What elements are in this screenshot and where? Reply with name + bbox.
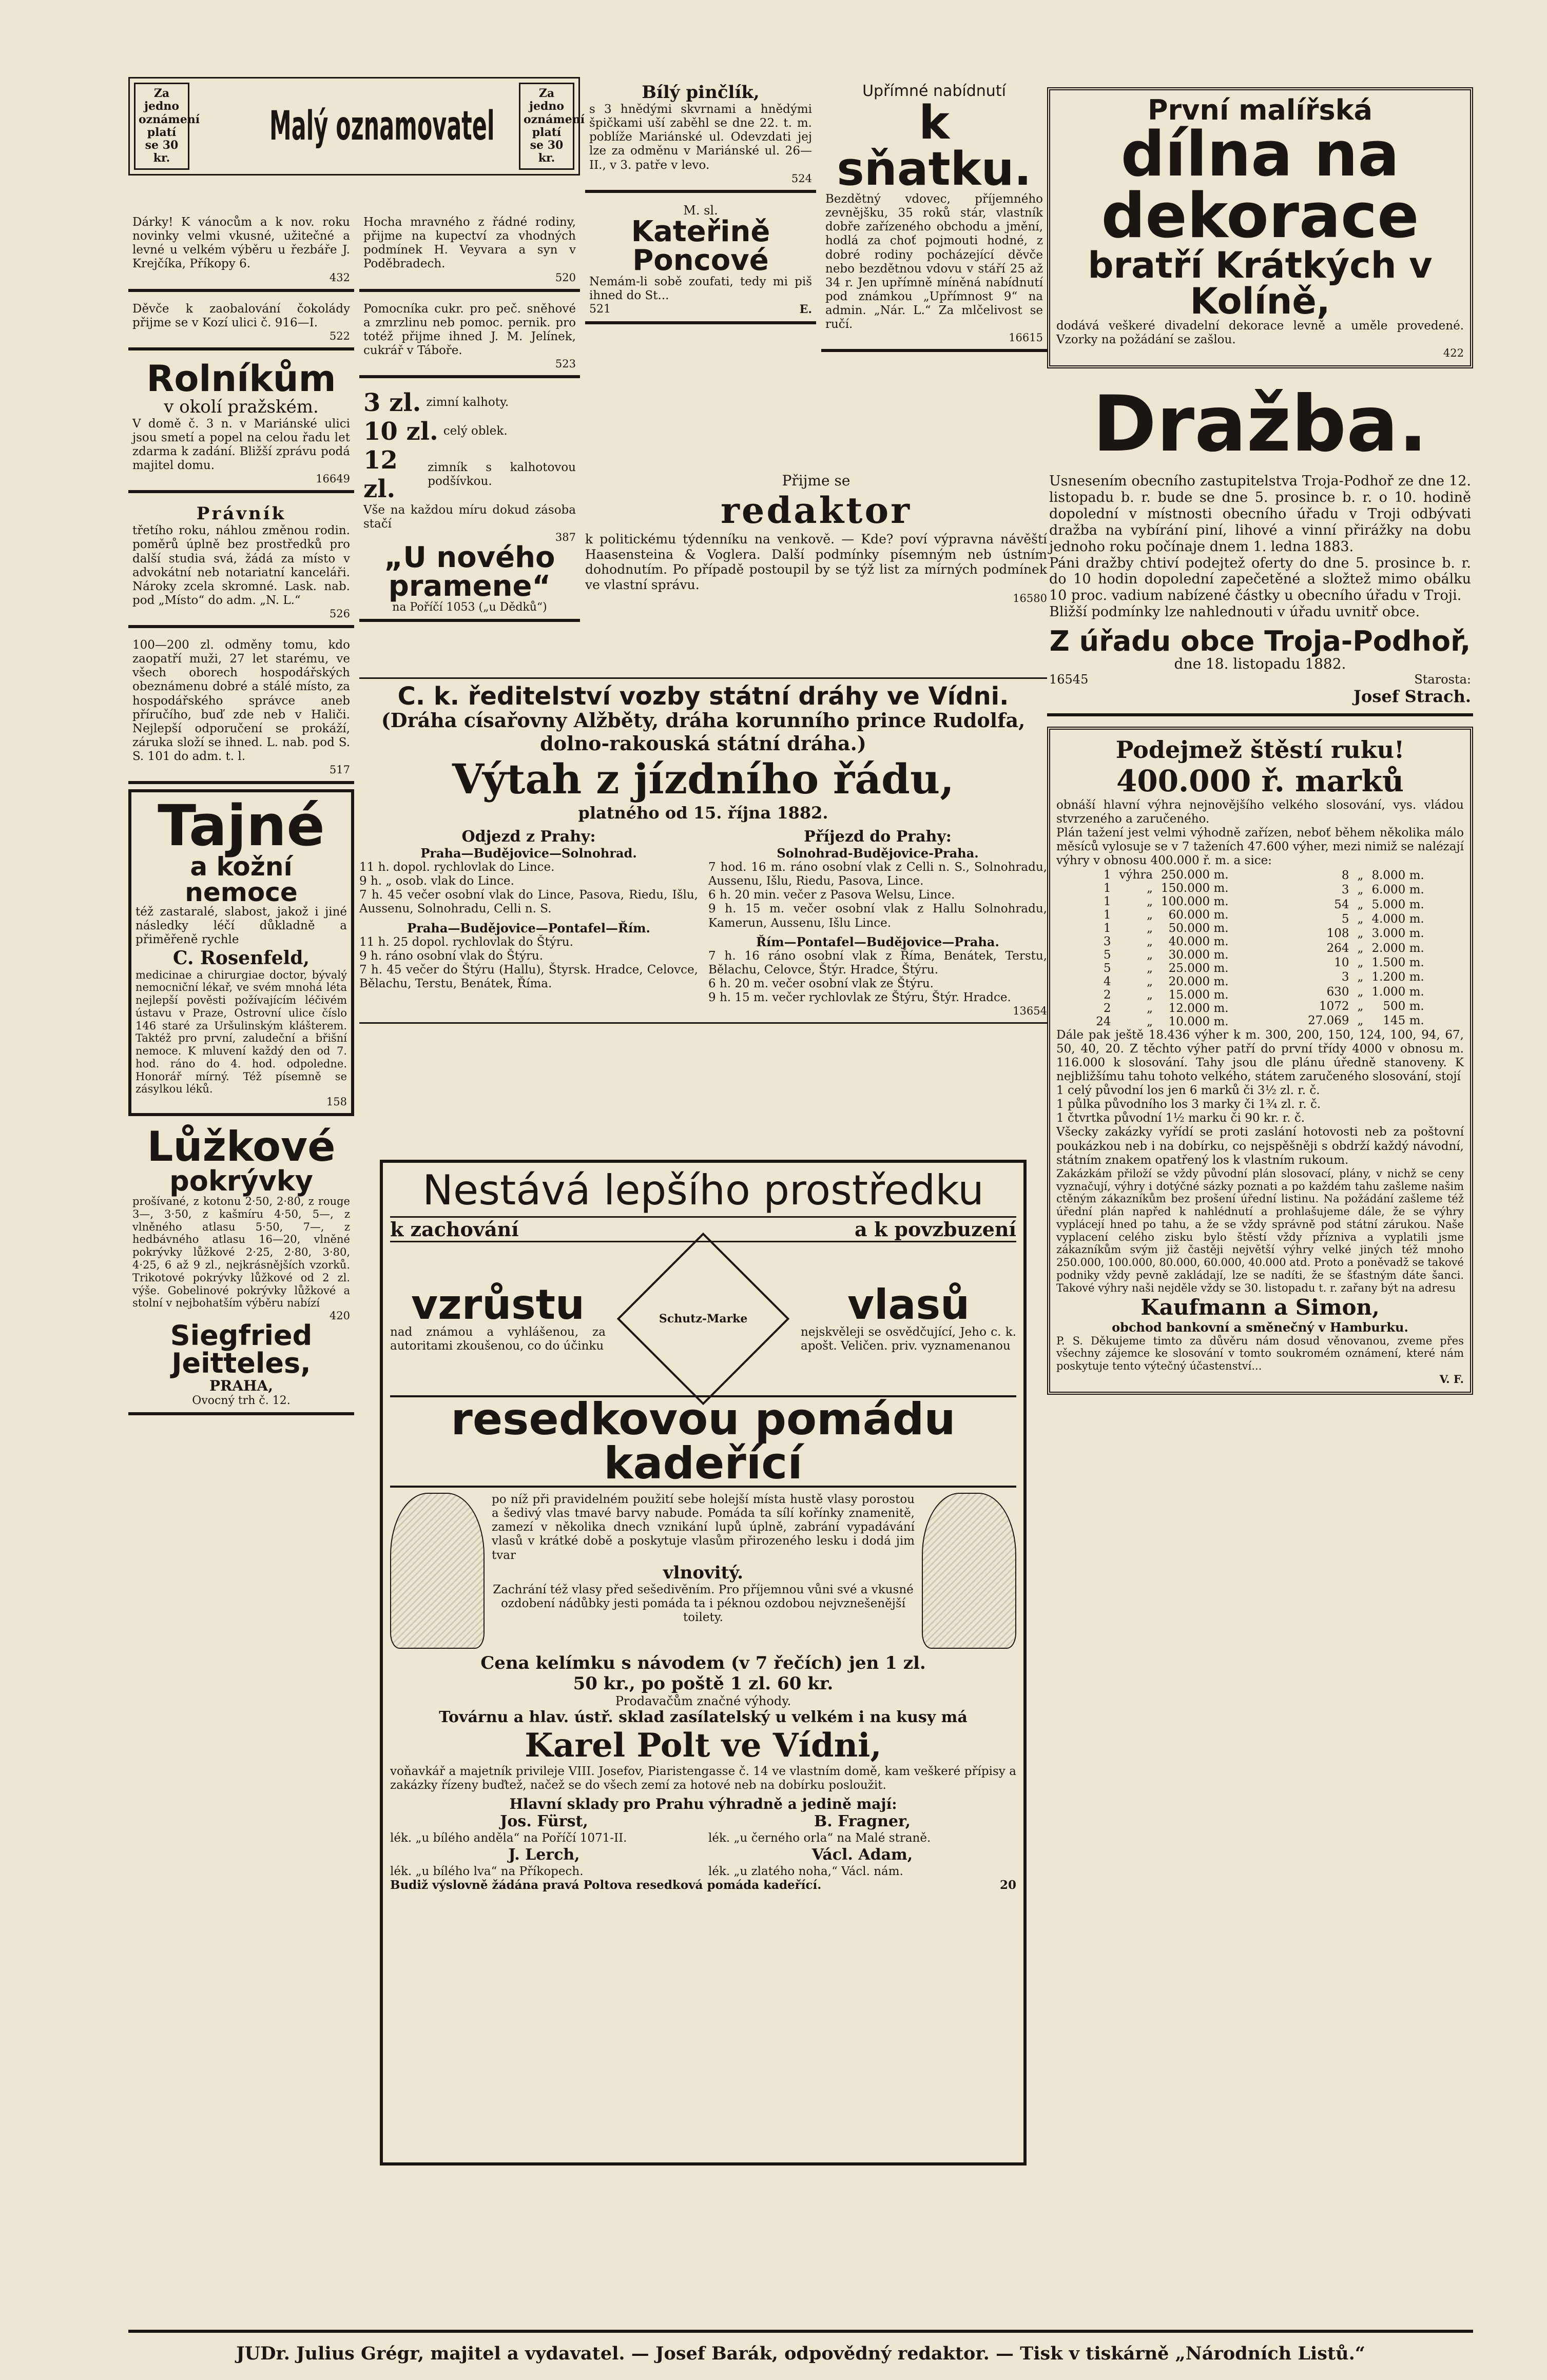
ad-rolnikum: Rolníkům v okolí pražském. V domě č. 3 n. v Mariánské ulici jsou smetí a popel na celou řadu let zdarma k zadání. Bližší zprávu podá majitel domu. 16649 — [128, 356, 354, 494]
column-4 — [821, 77, 1047, 467]
arrivals: Příjezd do Prahy: Solnohrad-Budějovice-Praha. 7 hod. 16 m. ráno osobní vlak z Celli n. S., Solnohradu, Aussenu, Išlu, Riedu, Pasova, Lince. 6 h. 20 min. večer z Pasova Welsu, Lince. 9 h. 15 m. večer osobní vlak z Hallu Solnohradu, Kamerun, Aussenu, Išlu Lince. Řím—Pontafel—Budějovice—Praha. 7 h. 16 ráno osobní vlak z Říma, Benátek, Terstu, Bělachu, Celovce, Štýr. Hradce, Štýru. 6 h. 20 m. večer osobní vlak ze Štýru. 9 h. 15 m. večer rychlovlak ze Štýru, Štýr. Hradce. 13654 — [708, 828, 1047, 1018]
ad-odmeny: 100—200 zl. odměny tomu, kdo zaopatří muži, 27 let starému, ve všech oborech hospodářských obeznámenu dobré a stálé místo, za hospodářského správce aneb příručího, buď zde neb v Haliči. Nejlepší odporučení se prokáží, záruka složí se ihned. L. nab. pod S. S. 101 do adm. t. l. 517 — [128, 633, 354, 784]
prize-row: 108 „ 3.000 m. — [1326, 927, 1424, 941]
ad-pomocnika: Pomocníka cukr. pro peč. sněhové a zmrzlinu neb pomoc. pernik. pro totéž přijme ihned J. M. Jelínek, cukrář v Táboře. 523 — [359, 297, 580, 379]
prize-row: 5 „ 4.000 m. — [1341, 912, 1424, 926]
prize-row: 10 „ 1.500 m. — [1334, 955, 1424, 969]
column-5 — [1047, 87, 1473, 2294]
column-3 — [585, 77, 816, 467]
timetable: C. k. ředitelství vozby státní dráhy ve Vídni. (Dráha císařovny Alžběty, dráha korunního prince Rudolfa, dolno-rakouská státní dráha.) Výtah z jízdního řádu, platného od 15. října 1882. Odjezd z Prahy: Praha—Budějovice—Solnohrad. 11 h. dopol. rychlovlak do Lince. 9 h. „ osob. vlak do Lince. 7 h. 45 večer osobní vlak do Lince, Pasova, Riedu, Išlu, Aussenu, Solnohradu, Celli n. S. Praha—Budějovice—Pontafel—Řím. 11 h. 25 dopol. rychlovlak do Štýru. 9 h. ráno osobní vlak do Štýru. 7 h. 45 večer do Štýru (Hallu), Štyrsk. Hradce, Celovce, Bělachu, Terstu, Benátek, Říma. Příjezd do Prahy: Solnohrad-Budějovice-Praha. 7 hod. 16 m. ráno osobní vlak z Celli n. S., Solnohradu, Aussenu, Išlu, Riedu, Pasova, Lince. 6 h. 20 min. večer z Pasova Welsu, Lince. 9 h. 15 m. večer osobní vlak z Hallu Solnohradu, Kamerun, Aussenu, Išlu Lince. Řím—Pontafel—Budějovice—Praha. 7 h. 16 ráno osobní vlak z Říma, Benátek, Terstu, Bělachu, Celovce, Štýr. Hradce, Štýru. 6 h. 20 m. večer osobní vlak ze Štýru. 9 h. 15 m. večer rychlovlak ze Štýru, Štýr. Hradce. 13654 — [359, 677, 1047, 1024]
ad-kalhoty: 3 zl. zimní kalhoty. 10 zl. celý oblek. 12 zl. zimník s kalhotovou podšívkou. Vše na každou míru dokud zásoba stačí 387 „U nového pramene“ na Poříčí 1053 („u Dědků“) — [359, 383, 580, 622]
classifieds-header — [128, 77, 585, 175]
prize-row: 3 „ 6.000 m. — [1341, 883, 1424, 897]
ad-tajne: Tajné a kožní nemoce též zastaralé, slabost, jakož i jiné následky léčí důkladně a přiměřeně rychle C. Rosenfeld, medicinae a chirurgiae doctor, bývalý nemocniční lékař, ve svém mnohá léta nejlepší pověsti požívajícím léčivém ústavu v Praze, Ostrovní ulice číslo 146 staré za Uršulinským klášterem. Taktéž pro první, zaludeční a břišní nemoce. K mluvení každý den od 7. hod. ráno do 4. hod. odpoledne. Honorář mírný. Též písemně se zásylkou léků. 158 — [128, 789, 354, 1116]
prize-row: 1 „ 100.000 m. — [1103, 894, 1229, 908]
prize-row: 5 „ 30.000 m. — [1103, 948, 1229, 962]
ad-darky: Dárky! K vánocům a k nov. roku novinky velmi vkusné, užitečné a levné u velkém výběru u řezbáře J. Krejčíka, Příkopy 6. 432 — [128, 210, 354, 292]
ad-pravnik: Právník třetího roku, náhlou změnou rodin. poměrů úplně bez prostředků pro další studia svá, žádá za místo v advokátní neb notariatní kanceláři. Nároky zcela skromné. Lask. nab. pod „Místo“ do adm. „N. L.“ 526 — [128, 498, 354, 628]
ad-poncove: M. sl. Kateřině Poncové Nemám-li sobě zoufati, tedy mi piš ihned do St... 521 E. — [585, 198, 816, 324]
prize-row: 54 „ 5.000 m. — [1334, 898, 1424, 911]
prize-row: 1072 „ 500 m. — [1319, 1000, 1424, 1013]
ad-pincik: Bílý pinčlík, s 3 hnědými skvrnami a hnědými špičkami uší zaběhl se dne 22. t. m. poblíže Mariánské ul. Odevzdati jej lze za odměnu v Mariánské ul. 26—II., v 3. patře v levo. 524 — [585, 77, 816, 193]
prize-table-left — [1092, 868, 1232, 1028]
prize-row: 2 „ 12.000 m. — [1103, 1001, 1229, 1015]
price-box-right: Za jedno oznámení platí se 30 kr. — [519, 83, 574, 170]
prize-row: 27.069 „ 145 m. — [1308, 1014, 1424, 1028]
ad-hocha: Hocha mravného z řádné rodiny, přijme na kupectví za vhodných podmínek H. Veyvara a syn v Poděbradech. 520 — [359, 210, 580, 292]
prize-row: 2 „ 15.000 m. — [1103, 988, 1229, 1002]
ad-drazba: Dražba. Usnesením obecního zastupitelstva Troja-Podhoř ze dne 12. listopadu b. r. bude se dne 5. prosince b. r. o 10. hodině dopolední v místnosti obecního úřadu v Troji odbývati dražba na vybírání piní, lihové a vinní přirážky na dobu jednoho roku počínaje dnem 1. ledna 1883. Páni dražby chtiví podejtež oferty do dne 5. prosince b. r. do 10 hodin dopolední zapečetěné a složtež mimo obálku 10 proc. vadium nabízené částky u obecního úřadu v Troji. Bližší podmínky lze nahlednouti v úřadu uvnitř obce. Z úřadu obce Troja-Podhoř, dne 18. listopadu 1882. 16545 Starosta: Josef Strach. — [1047, 368, 1473, 716]
page-footer: JUDr. Julius Grégr, majitel a vydavatel. — Josef Barák, odpovědný redaktor. — Tisk v tiskárně „Národních Listů.“ — [128, 2330, 1473, 2364]
prize-row: 630 „ 1.000 m. — [1326, 985, 1424, 999]
prize-table-right — [1304, 868, 1428, 1028]
price-box-left: Za jedno oznámení platí se 30 kr. — [134, 83, 189, 170]
ad-devce: Děvče k zaobalování čokolády přijme se v Kozí ulici č. 916—I. 522 — [128, 297, 354, 350]
prize-row: 24 „ 10.000 m. — [1096, 1015, 1229, 1028]
ad-loterie: Podejmež štěstí ruku! 400.000 ř. marků obnáší hlavní výhra nejnovějšího velkého slosování, vys. vládou stvrzeného a zaručeného. Plán tažení jest velmi výhodně zařízen, neboť během několika málo měsíců vylosuje se v 7 taženích 47.600 výher, mezi nimiž se nalézají výhry v obnosu 400.000 ř. m. a sice: 1 výhra 250.000 m. 1 „ 150.000 m. 1 „ 100.000 m. 1 „ 60.000 m. 1 „ 50.000 m. 3 „ 40.000 m. 5 „ 30.000 m. 5 „ 25.000 m. 4 „ 20.000 m. 2 „ 15.000 m. 2 „ 12.000 m. 24 „ 10.000 m. 8 „ 8.000 m. 3 „ 6.000 m. 54 „ 5.000 m. 5 „ 4.000 m. 108 „ 3.000 m. 264 „ 2.000 m. 10 „ 1.500 m. 3 „ 1.200 m. 630 „ 1.000 m. 1072 „ 500 m. 27.069 „ 145 m. Dále pak ještě 18.436 výher k m. 300, 200, 150, 124, 100, 94, 67, 50, 40, 20. Z těchto výher patří do první třídy 4000 v obnosu m. 116.000 k slosování. Tahy jsou dle plánu úředně stanoveny. K nejbližšímu tahu tohoto velkého, státem zaručeného slosování, stojí 1 celý původní los jen 6 marků či 3½ zl. r. č. 1 půlka původního los 3 marky či 1¾ zl. r. č. 1 čtvrtka původní 1½ marku či 90 kr. r. č. Všecky zakázky vyřídí se proti zaslání hotovosti neb za poštovní poukázkou neb i na dobírku, co nejspěšněji s obdrží každý návodní, státním znakem opatřený los k vlastním rukoum. Zakázkám přiloží se vždy původní plán slosovací, plány, v nichž se ceny vyznačují, výhry i dotýčné sázky poznati a po každém tahu zašleme našim ctěným zákazníkům bez prošení úřední listinu. Na požádání zašleme též úřední plán napřed k nahlédnutí a prohlašujeme dále, že se výhry vyplácejí hned po tahu, a že se vždy správně pod státní zárukou. Naše vyplacení celého zisku bylo štěstí vždy přízniva a vyplatili jsme zákazníkům svým již častěji největší výhry velké jiných též mnoho 250.000, 100.000, 80.000, 60.000, 40.000 atd. Proto a poněvadž se takové podniky vždy pevně zakládají, lze se nadíti, že se šťastným dáte šanci. Takové výhry naši nejděle vždy se 30. listopadu t. r. zařany být na adresu Kaufmann a Simon, obchod bankovní a směnečný v Hamburku. P. S. Děkujeme timto za důvěru nám dosud věnovanou, zveme přes všechny zájemce ke slosování v tomto soukromém oznámení, které nám poskytuje tento výtečný účastenství... V. F. — [1047, 727, 1473, 1395]
prize-row: 3 „ 40.000 m. — [1103, 934, 1229, 948]
ad-polt: Nestává lepšího prostředku k zachování a k povzbuzení vzrůstu nad známou a vyhlášenou, za autoritami zkoušenou, co do účinku Schutz-Marke vlasů nejskvěleji se osvědčující, Jeho c. k. apošt. Veličen. priv. vyznamenanou resedkovou pomádu kadeřící po níž při pravidelném použití sebe holejší místa hustě vlasy porostou a šedivý vlas tmavé barvy nabude. Pomáda ta sílí kořínky znamenitě, zamezí v několika dnech vznikání lupů úplně, zabrání vypadávání vlasů v krátké době a poskytuje vlasům přirozeného lesku i dodá jim tvar vlnovitý. Zachrání též vlasy před sešedivěním. Pro příjemnou vůni své a vkusné ozdobení nádůbky jesti pomáda ta i péknou ozdobou nejvznešenější toilety. Cena kelímku s návodem (v 7 řečích) jen 1 zl. 50 kr., po poště 1 zl. 60 kr. Prodavačům značné výhody. Továrnu a hlav. ústř. sklad zasílatelský u velkém i na kusy má Karel Polt ve Vídni, voňavkář a majetník privileje VIII. Josefov, Piaristengasse č. 14 ve vlastním domě, kam veškeré přípisy a zakázky řízeny buďtež, načež se do všech zemí za hotové neb na dobírku posloužit. Hlavní sklady pro Prahu výhradně a jedině mají: Jos. Fürst, B. Fragner, lék. „u bílého anděla“ na Poříčí 1071-II. lék. „u černého orla“ na Malé straně. J. Lerch, Václ. Adam, lék. „u bílého lva“ na Příkopech. lék. „u zlatého noha,“ Václ. nám. Budiž výslovně žádána pravá Poltova resedková pomáda kadeřící. 20 — [380, 1160, 1027, 2166]
prize-row: 1 „ 150.000 m. — [1103, 881, 1229, 895]
ad-luzkove: Lůžkové pokrývky prošívané, z kotonu 2·50, 2·80, z rouge 3—, 3·50, z kašmíru 4·50, 5—, z vlněného atlasu 5·50, 7—, z hedbávného atlasu 16—20, vlněné pokrývky lůžkové 2·25, 2·80, 3·80, 4·25, 6 až 9 zl., nejkrásnějších vzorků. Trikotové pokrývky lůžkové od 2 zl. výše. Gobelinové pokrývky lůžkové a stolní v nejbohatším výběru nabízí 420 Siegfried Jeitteles, PRAHA, Ovocný trh č. 12. — [128, 1121, 354, 1415]
prize-row: 1 výhra 250.000 m. — [1103, 868, 1229, 882]
prize-row: 1 „ 60.000 m. — [1103, 908, 1229, 922]
prize-row: 1 „ 50.000 m. — [1103, 921, 1229, 935]
classifieds-title: Malý oznamovatel — [269, 103, 495, 149]
column-1 — [128, 210, 354, 1827]
prize-row: 264 „ 2.000 m. — [1326, 941, 1424, 955]
ad-malirska: První malířská dílna na dekorace bratří Krátkých v Kolíně, dodává veškeré divadelní dekorace levně a uměle provedené. Vzorky na požádání se zašlou. 422 — [1047, 87, 1473, 368]
ad-snatek: Upřímné nabídnutí k sňatku. Bezdětný vdovec, příjemného zevnějšku, 35 roků stár, vlastník dobře zařízeného obchodu a jmění, hodlá za choť pojmouti hodné, z dobré rodiny pocházející děvče nebo bezdětnou vdovu v stáří 25 až 34 r. Jen upřímně míněná nabídnutí pod známkou „Upřímnost 9“ na admin. „Nár. L.“ Za mlčelivost se ručí. 16615 — [821, 77, 1047, 352]
prize-row: 3 „ 1.200 m. — [1341, 970, 1424, 984]
prize-row: 5 „ 25.000 m. — [1103, 961, 1229, 975]
portrait-woman — [922, 1493, 1016, 1649]
portrait-man — [390, 1493, 485, 1649]
prize-row: 8 „ 8.000 m. — [1341, 868, 1424, 882]
trademark-seal: Schutz-Marke — [617, 1233, 790, 1406]
ad-redaktor: Přijme se redaktor k politickému týdenníku na venkově. — Kde? poví výpravna návěští Haasensteina & Voglera. Další podmínky písemným neb ústním dohodnutím. Po případě postoupil by se týž list za mírných podmínek ve vlastní správu. 16580 — [585, 472, 1047, 604]
prize-row: 4 „ 20.000 m. — [1103, 974, 1229, 988]
departures: Odjezd z Prahy: Praha—Budějovice—Solnohrad. 11 h. dopol. rychlovlak do Lince. 9 h. „ osob. vlak do Lince. 7 h. 45 večer osobní vlak do Lince, Pasova, Riedu, Išlu, Aussenu, Solnohradu, Celli n. S. Praha—Budějovice—Pontafel—Řím. 11 h. 25 dopol. rychlovlak do Štýru. 9 h. ráno osobní vlak do Štýru. 7 h. 45 večer do Štýru (Hallu), Štyrsk. Hradce, Celovce, Bělachu, Terstu, Benátek, Říma. — [359, 828, 698, 990]
